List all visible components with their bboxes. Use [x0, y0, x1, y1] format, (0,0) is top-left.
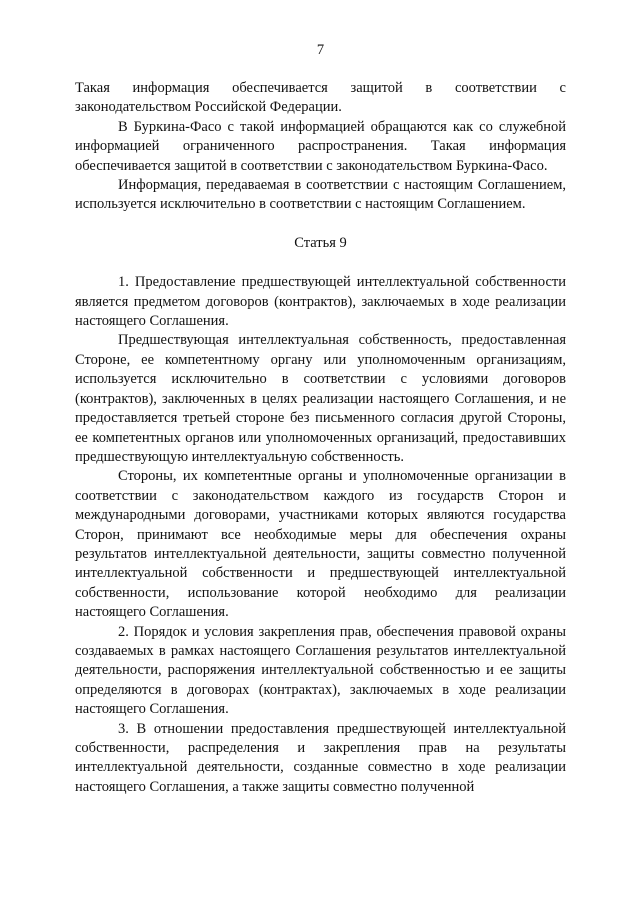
- paragraph-info-usage: Информация, передаваемая в соответствии с настоящим Соглашением, используется исключительно в соответствии с настоящим Соглашением.: [75, 177, 566, 213]
- paragraph-parties-measures: Стороны, их компетентные органы и уполномоченные организации в соответствии с законодательством каждого из государств Сторон и международными договорами, участниками которых являются государства Сторон, принимают все необходимые меры для обеспечения охраны результатов интеллектуальной деятельности, защиты совместно полученной интеллектуальной собственности и предшествующей интеллектуальной собственности, использование которой необходимо для реализации настоящего Соглашения.: [75, 468, 566, 621]
- paragraph-article-9-item-2: 2. Порядок и условия закрепления прав, обеспечения правовой охраны создаваемых в рамках настоящего Соглашения результатов интеллектуальной деятельности, распоряжения интеллектуальной собственностью и ее защиты определяются в договорах (контрактах), заключаемых в ходе реализации настоящего Соглашения.: [75, 623, 566, 718]
- document-body: [75, 79, 566, 797]
- paragraph-info-burkina-faso: В Буркина-Фасо с такой информацией обращаются как со служебной информацией ограниченного распространения. Такая информация обеспечивается защитой в соответствии с законодательством Буркина-Фасо.: [75, 118, 566, 174]
- page-number: 7: [316, 42, 325, 58]
- article-heading: Статья 9: [294, 234, 347, 251]
- paragraph-prior-ip-usage: Предшествующая интеллектуальная собственность, предоставленная Стороне, ее компетентному органу или уполномоченным организациям, используется исключительно в соответствии с условиями договоров (контрактов), заключенных в целях реализации настоящего Соглашения, и не предоставляется третьей стороне без письменного согласия другой Стороны, ее компетентных органов или уполномоченных организаций, предоставивших предшествующую интеллектуальную собственность.: [75, 332, 566, 465]
- paragraph-info-protection-russia: Такая информация обеспечивается защитой в соответствии с законодательством Российской Федерации.: [75, 80, 566, 116]
- paragraph-article-9-item-3: 3. В отношении предоставления предшествующей интеллектуальной собственности, распределения и закрепления прав на результаты интеллектуальной деятельности, созданные совместно в ходе реализации настоящего Соглашения, а также защиты совместно полученной: [75, 720, 566, 795]
- paragraph-article-9-item-1: 1. Предоставление предшествующей интеллектуальной собственности является предметом договоров (контрактов), заключаемых в ходе реализации настоящего Соглашения.: [75, 274, 566, 330]
